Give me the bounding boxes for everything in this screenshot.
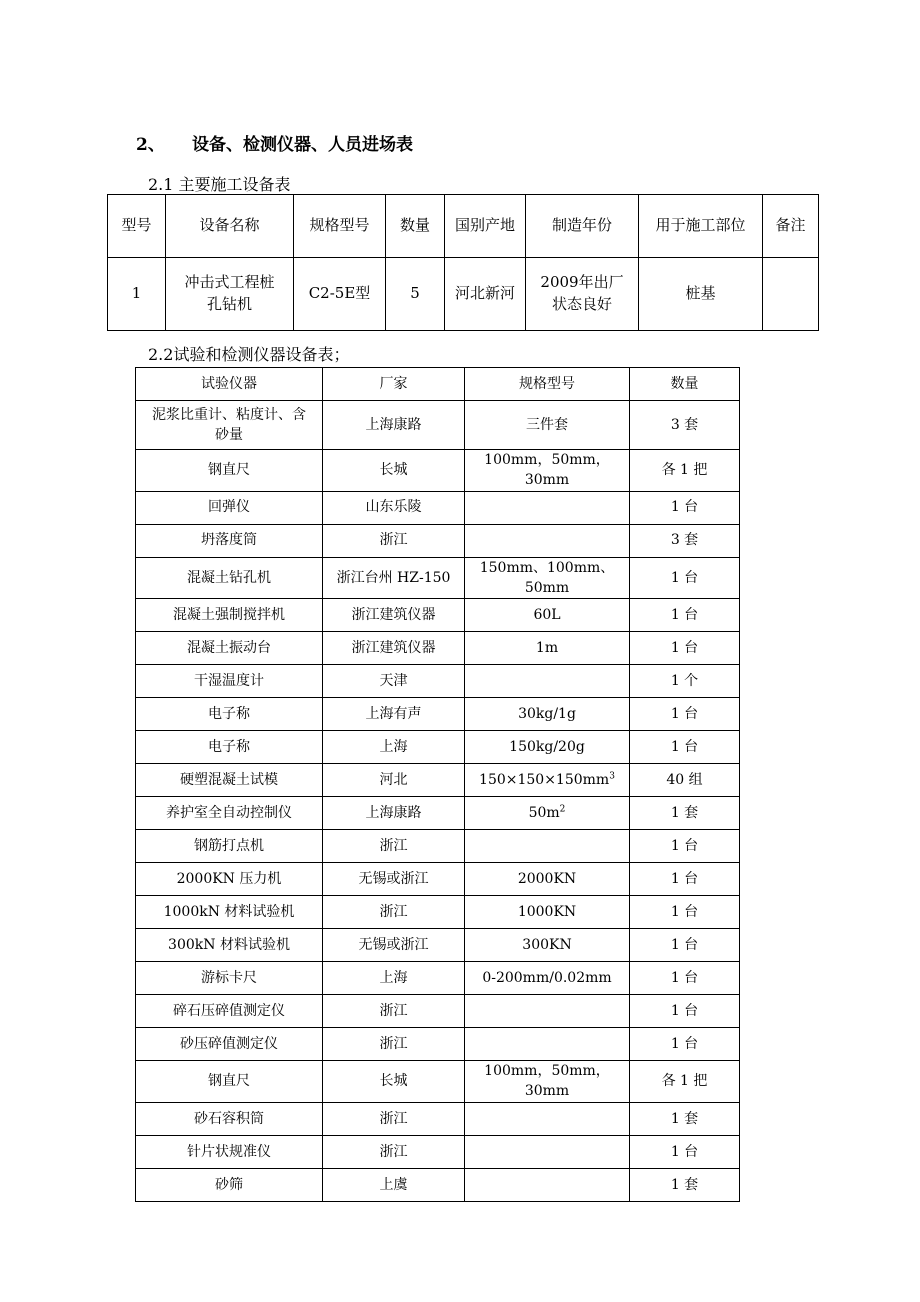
instrument-name-cell: 300kN 材料试验机 [136, 929, 323, 962]
header-cell: 规格型号 [294, 195, 386, 258]
quantity-cell: 1 个 [630, 665, 740, 698]
table-row [136, 797, 740, 830]
table-row [136, 401, 740, 450]
quantity-cell: 40 组 [630, 764, 740, 797]
table-row [136, 557, 740, 599]
header-cell: 数量 [630, 368, 740, 401]
spec-cell: 60L [465, 599, 630, 632]
maker-cell: 河北 [323, 764, 465, 797]
quantity-cell: 各 1 把 [630, 1061, 740, 1103]
spec-cell: 30kg/1g [465, 698, 630, 731]
table-row [136, 731, 740, 764]
table-row [136, 524, 740, 557]
quantity-cell: 1 台 [630, 491, 740, 524]
table-header-row [136, 368, 740, 401]
instrument-name-cell: 钢直尺 [136, 450, 323, 492]
table-row [136, 1102, 740, 1135]
quantity-cell: 1 台 [630, 995, 740, 1028]
table-row [136, 450, 740, 492]
section-title: 设备、检测仪器、人员进场表 [192, 135, 413, 155]
quantity-cell: 3 套 [630, 524, 740, 557]
table-row [136, 995, 740, 1028]
maker-cell: 无锡或浙江 [323, 929, 465, 962]
quantity-cell: 5 [386, 258, 445, 331]
instrument-name-cell: 硬塑混凝土试模 [136, 764, 323, 797]
year-cell [526, 258, 639, 331]
row-number-cell: 1 [108, 258, 166, 331]
instrument-name-cell: 电子称 [136, 698, 323, 731]
maker-cell: 上虞 [323, 1168, 465, 1201]
maker-cell: 上海 [323, 731, 465, 764]
maker-cell: 浙江 [323, 1135, 465, 1168]
spec-unit-exponent: 2 [559, 804, 566, 815]
quantity-cell: 各 1 把 [630, 450, 740, 492]
spec-value: 150×150×150mm [479, 772, 610, 789]
maker-cell: 上海有声 [323, 698, 465, 731]
quantity-cell: 1 台 [630, 599, 740, 632]
table-row [136, 764, 740, 797]
spec-cell [465, 524, 630, 557]
table-row [136, 929, 740, 962]
quantity-cell: 1 台 [630, 863, 740, 896]
quantity-cell: 1 台 [630, 1028, 740, 1061]
header-cell: 数量 [386, 195, 445, 258]
quantity-cell: 1 台 [630, 698, 740, 731]
construction-equipment-title: 2.1 主要施工设备表 [148, 175, 291, 194]
quantity-cell: 1 套 [630, 1102, 740, 1135]
quantity-cell: 3 套 [630, 401, 740, 450]
quantity-cell: 1 套 [630, 1168, 740, 1201]
name-line-1: 冲击式工程桩 [184, 273, 275, 292]
table-row [108, 258, 819, 331]
header-cell: 试验仪器 [136, 368, 323, 401]
name-line-1: 泥浆比重计、粘度计、含 [152, 406, 306, 423]
test-instrument-title: 2.2试验和检测仪器设备表； [148, 345, 350, 364]
header-cell: 型号 [108, 195, 166, 258]
header-cell: 制造年份 [526, 195, 639, 258]
section-number: 2、 [136, 135, 165, 155]
table-row [136, 1168, 740, 1201]
table-row [136, 1061, 740, 1103]
spec-cell: 2000KN [465, 863, 630, 896]
spec-cell [465, 1028, 630, 1061]
spec-cell [465, 830, 630, 863]
table-header-row [108, 195, 819, 258]
maker-cell: 浙江建筑仪器 [323, 599, 465, 632]
instrument-name-cell: 碎石压碎值测定仪 [136, 995, 323, 1028]
spec-cell: 150kg/20g [465, 731, 630, 764]
maker-cell: 浙江 [323, 524, 465, 557]
maker-cell: 无锡或浙江 [323, 863, 465, 896]
instrument-name-cell: 养护室全自动控制仪 [136, 797, 323, 830]
maker-cell: 浙江建筑仪器 [323, 632, 465, 665]
maker-cell: 浙江 [323, 896, 465, 929]
spec-cell [465, 1135, 630, 1168]
spec-cell: 三件套 [465, 401, 630, 450]
instrument-name-cell: 混凝土强制搅拌机 [136, 599, 323, 632]
quantity-cell: 1 套 [630, 797, 740, 830]
maker-cell: 上海康路 [323, 797, 465, 830]
equipment-name-cell [166, 258, 294, 331]
maker-cell: 上海康路 [323, 401, 465, 450]
table-row [136, 896, 740, 929]
spec-cell: 150mm、100mm、50mm [465, 557, 630, 599]
maker-cell: 长城 [323, 450, 465, 492]
instrument-name-cell: 砂石容积筒 [136, 1102, 323, 1135]
construction-equipment-table [107, 194, 819, 331]
spec-cell [465, 665, 630, 698]
header-cell: 厂家 [323, 368, 465, 401]
maker-cell: 浙江台州 HZ-150 [323, 557, 465, 599]
year-line-1: 2009年出厂 [540, 273, 624, 292]
header-cell: 设备名称 [166, 195, 294, 258]
table-row [136, 1028, 740, 1061]
maker-cell: 浙江 [323, 1028, 465, 1061]
quantity-cell: 1 台 [630, 896, 740, 929]
spec-cell: 0-200mm/0.02mm [465, 962, 630, 995]
spec-cell: C2-5E型 [294, 258, 386, 331]
header-cell: 用于施工部位 [639, 195, 763, 258]
spec-cell: 300KN [465, 929, 630, 962]
instrument-name-cell: 电子称 [136, 731, 323, 764]
quantity-cell: 1 台 [630, 557, 740, 599]
quantity-cell: 1 台 [630, 731, 740, 764]
header-cell: 备注 [763, 195, 819, 258]
instrument-name-cell: 回弹仪 [136, 491, 323, 524]
spec-cell: 100mm，50mm，30mm [465, 1061, 630, 1103]
table-row [136, 863, 740, 896]
quantity-cell: 1 台 [630, 1135, 740, 1168]
instrument-name-cell: 钢筋打点机 [136, 830, 323, 863]
spec-cell [465, 1168, 630, 1201]
spec-unit-exponent: 3 [609, 771, 615, 782]
year-line-2: 状态良好 [551, 295, 612, 313]
spec-cell: 100mm，50mm，30mm [465, 450, 630, 492]
table-row [136, 665, 740, 698]
maker-cell: 上海 [323, 962, 465, 995]
remark-cell [763, 258, 819, 331]
instrument-name-cell: 砂压碎值测定仪 [136, 1028, 323, 1061]
spec-cell [465, 995, 630, 1028]
table-row [136, 962, 740, 995]
table-row [136, 599, 740, 632]
maker-cell: 浙江 [323, 1102, 465, 1135]
instrument-name-cell: 针片状规准仪 [136, 1135, 323, 1168]
test-instrument-table [135, 367, 740, 1202]
instrument-name-cell: 钢直尺 [136, 1061, 323, 1103]
maker-cell: 浙江 [323, 830, 465, 863]
spec-cell: 1m [465, 632, 630, 665]
spec-cell [465, 1102, 630, 1135]
instrument-name-cell: 砂筛 [136, 1168, 323, 1201]
instrument-name-cell: 游标卡尺 [136, 962, 323, 995]
table-row [136, 698, 740, 731]
spec-cell [465, 797, 630, 830]
section-heading [136, 130, 413, 155]
spec-value: 50m [528, 805, 560, 822]
spec-cell [465, 764, 630, 797]
instrument-name-cell: 干湿温度计 [136, 665, 323, 698]
maker-cell: 天津 [323, 665, 465, 698]
header-cell: 国别产地 [445, 195, 526, 258]
spec-cell [465, 491, 630, 524]
instrument-name-cell: 1000kN 材料试验机 [136, 896, 323, 929]
origin-cell: 河北新河 [445, 258, 526, 331]
quantity-cell: 1 台 [630, 632, 740, 665]
instrument-name-cell [136, 401, 323, 450]
table-row [136, 632, 740, 665]
maker-cell: 长城 [323, 1061, 465, 1103]
name-line-2: 砂量 [215, 427, 243, 443]
name-line-2: 孔钻机 [206, 295, 252, 313]
quantity-cell: 1 台 [630, 929, 740, 962]
spec-cell: 1000KN [465, 896, 630, 929]
quantity-cell: 1 台 [630, 962, 740, 995]
quantity-cell: 1 台 [630, 830, 740, 863]
instrument-name-cell: 混凝土振动台 [136, 632, 323, 665]
maker-cell: 山东乐陵 [323, 491, 465, 524]
table-row [136, 491, 740, 524]
instrument-name-cell: 混凝土钻孔机 [136, 557, 323, 599]
construction-part-cell: 桩基 [639, 258, 763, 331]
instrument-name-cell: 2000KN 压力机 [136, 863, 323, 896]
maker-cell: 浙江 [323, 995, 465, 1028]
table-row [136, 1135, 740, 1168]
table-row [136, 830, 740, 863]
header-cell: 规格型号 [465, 368, 630, 401]
instrument-name-cell: 坍落度筒 [136, 524, 323, 557]
